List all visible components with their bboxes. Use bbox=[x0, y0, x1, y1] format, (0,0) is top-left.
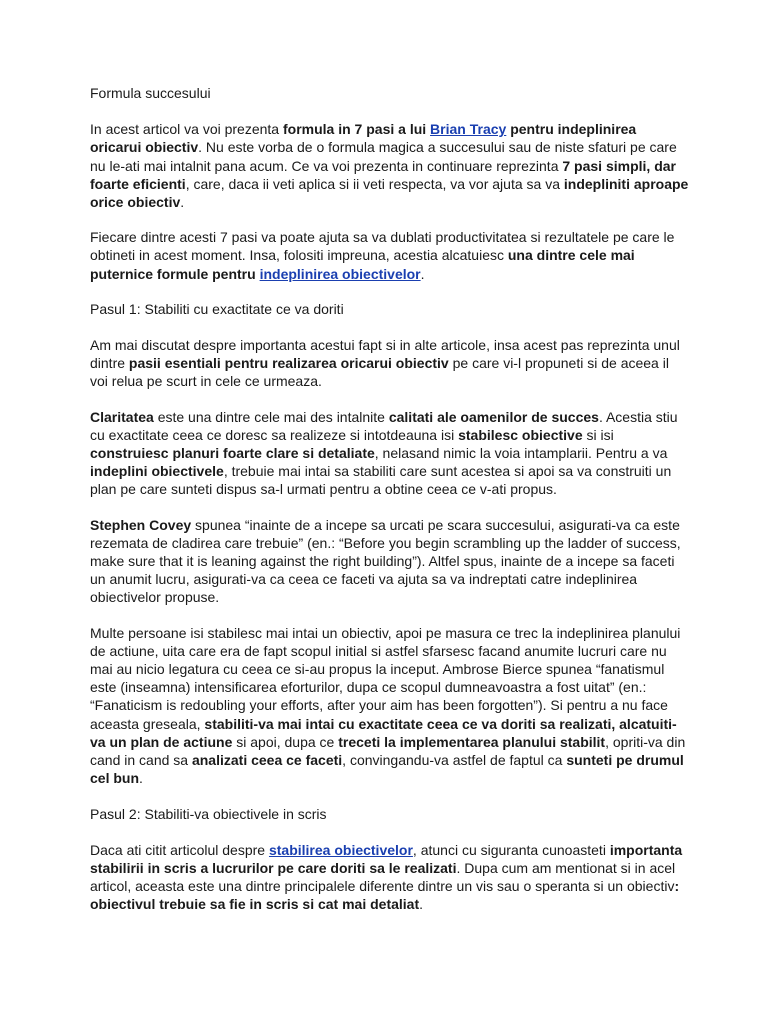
text: Daca ati citit articolul despre bbox=[90, 841, 269, 858]
link-brian-tracy[interactable]: Brian Tracy bbox=[430, 121, 507, 138]
bold-text: indepliniti aproape orice obiectiv bbox=[90, 175, 689, 211]
text: Multe persoane isi stabilesc mai intai un obiectiv, apoi pe masura ce trec la indeplinirea planului de actiune, uita care era de fapt scopul initial si astfel sfarsesc facand anumite lucruri care nu mai au nicio legatura cu ceea ce si-au propus la inceput. Ambrose Bierce spunea “fanatismul este (inseamna) intensificarea eforturilor, dupa ce scopul dumneavoastra a fost uitat” (en.: “Fanaticism is redoubling your efforts, after your aim has been forgotten”). Si pentru a nu face aceasta greseala, bbox=[90, 624, 681, 732]
text: este una dintre cele mai des intalnite bbox=[153, 408, 389, 425]
text: . bbox=[419, 896, 424, 913]
paragraph-multe-persoane bbox=[90, 624, 690, 788]
bold-text: calitati ale oamenilor de succes bbox=[388, 408, 599, 425]
text: Fiecare dintre acesti 7 pasi va poate ajuta sa va dublati productivitatea si rezultatele pe care le obtineti in acest moment. Insa, folositi impreuna, acestia alcatuiesc bbox=[90, 229, 675, 264]
link-stabilirea-obiectivelor[interactable]: stabilirea obiectivelor bbox=[268, 841, 413, 858]
section-heading-step-2: Pasul 2: Stabiliti-va obiectivele in scris bbox=[90, 805, 327, 822]
bold-text: una dintre cele mai puternice formule pentru bbox=[90, 247, 635, 282]
paragraph-step-1-intro bbox=[90, 336, 690, 391]
text: , trebuie mai intai sa stabiliti care sunt acestea si apoi sa va construiti un plan pe care sunteti dispus sa-l urmati pentru a obtine ceea ce v-ati propus. bbox=[90, 463, 672, 498]
paragraph-intro bbox=[90, 120, 690, 211]
text: . Dupa cum am mentionat si in acel articol, aceasta este una dintre principalele diferente dintre un vis sau o speranta si un obiectiv bbox=[90, 859, 676, 895]
paragraph-step-2 bbox=[90, 841, 690, 914]
bold-text: Claritatea bbox=[90, 408, 154, 425]
bold-text: pasii esentiali pentru realizarea oricarui obiectiv bbox=[128, 355, 449, 372]
text: , convingandu-va astfel de faptul ca bbox=[342, 752, 567, 769]
bold-text: analizati ceea ce faceti bbox=[191, 752, 343, 769]
paragraph-stephen-covey bbox=[90, 516, 690, 607]
document-title: Formula succesului bbox=[90, 85, 211, 101]
text: . Nu este vorba de o formula magica a succesului sau de niste sfaturi pe care nu le-ati mai intalnit pana acum. Ce va voi prezenta in continuare reprezinta bbox=[90, 139, 677, 174]
bold-text: stabilesc obiective bbox=[458, 426, 583, 443]
bold-text: : obiectivul trebuie sa fie in scris si cat mai detaliat bbox=[90, 878, 680, 913]
section-heading-step-1: Pasul 1: Stabiliti cu exactitate ce va doriti bbox=[90, 300, 344, 317]
link-indeplinirea-obiectivelor[interactable]: indeplinirea obiectivelor bbox=[259, 265, 421, 282]
text: si isi bbox=[582, 426, 614, 443]
text: In acest articol va voi prezenta bbox=[90, 121, 283, 138]
text: spunea “inainte de a incepe sa urcati pe scara succesului, asigurati-va ca este rezemata de cladirea care trebuie” (en.: “Before you begin scrambling up the ladder of success, make sure that it is leaning against the right building”). Altfel spus, inainte de a incepe sa faceti un anumit lucru, asigurati-va ca ceea ce faceti va ajuta sa va indreptati catre indeplinirea obiectivelor propuse. bbox=[90, 516, 681, 606]
text: Am mai discutat despre importanta acestui fapt si in alte articole, insa acest pas reprezinta unul dintre bbox=[90, 337, 680, 372]
bold-text: 7 pasi simpli, dar foarte eficienti bbox=[90, 157, 676, 192]
text: , opriti-va din cand in cand sa bbox=[90, 733, 686, 769]
bold-text: indeplini obiectivele bbox=[90, 463, 224, 480]
paragraph-seven-steps bbox=[90, 228, 690, 283]
bold-text: pentru indeplinirea oricarui obiectiv bbox=[90, 121, 637, 156]
text: si apoi, dupa ce bbox=[232, 733, 339, 750]
text: . bbox=[420, 265, 425, 282]
bold-text: formula in 7 pasi a lui bbox=[283, 121, 431, 138]
bold-text: importanta stabilirii in scris a lucrurilor pe care doriti sa le realizati bbox=[90, 841, 683, 876]
document-page bbox=[90, 84, 690, 931]
text: , nelasand nimic la voia intamplarii. Pentru a va bbox=[374, 445, 668, 462]
text: . bbox=[180, 194, 185, 211]
bold-text: sunteti pe drumul cel bun bbox=[90, 752, 684, 787]
bold-text: Stephen Covey bbox=[90, 516, 192, 533]
paragraph-claritatea bbox=[90, 408, 690, 499]
bold-text: construiesc planuri foarte clare si detaliate bbox=[90, 445, 375, 462]
text: pe care vi-l propuneti si de aceea il voi relua pe scurt in cele ce urmeaza. bbox=[90, 355, 669, 390]
text: , care, daca ii veti aplica si ii veti respecta, va vor ajuta sa va bbox=[185, 175, 564, 192]
bold-text: stabiliti-va mai intai cu exactitate ceea ce va doriti sa realizati, alcatuiti-va un plan de actiune bbox=[90, 715, 677, 750]
bold-text: treceti la implementarea planului stabilit bbox=[338, 733, 606, 750]
text: . Acestia stiu cu exactitate ceea ce doresc sa realizeze si intotdeauna isi bbox=[90, 408, 678, 443]
text: . bbox=[139, 770, 143, 787]
text: , atunci cu siguranta cunoasteti bbox=[412, 841, 610, 858]
